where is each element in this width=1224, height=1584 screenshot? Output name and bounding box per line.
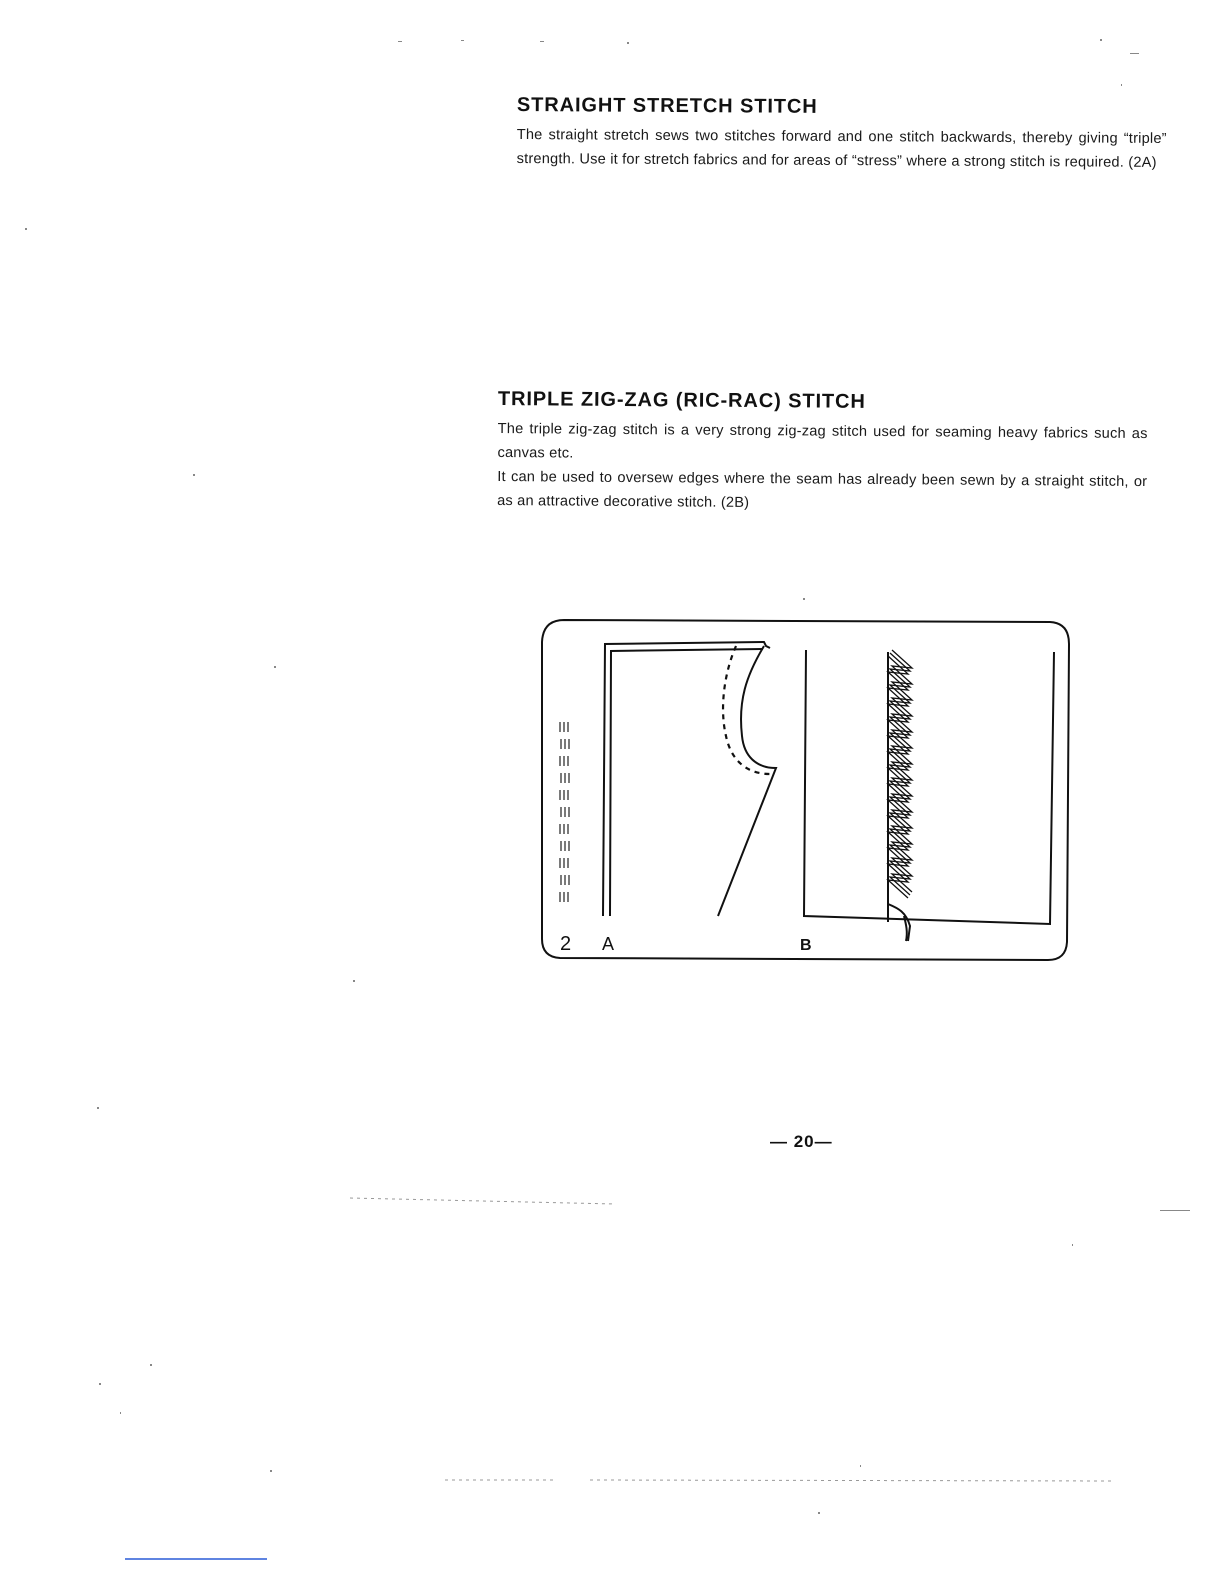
stitch-mark xyxy=(560,756,568,766)
stitch-mark xyxy=(560,858,568,868)
section-heading: STRAIGHT STRETCH STITCH xyxy=(516,94,818,118)
section-heading: TRIPLE ZIG-ZAG (RIC-RAC) STITCH xyxy=(497,388,866,413)
fabric-piece-b xyxy=(804,650,1054,941)
section-paragraph: The straight stretch sews two stitches forward and one stitch backwards, thereby giving “triple” strength. Use it for stretch fabrics and for areas of “stress” where a strong stitch is required. (2A) xyxy=(516,126,1167,171)
stitch-mark xyxy=(561,739,569,749)
straight-stretch-section xyxy=(517,94,1167,175)
figure-number: 2 xyxy=(560,933,572,955)
fabric-piece-a xyxy=(603,642,776,916)
page-number: — 20— xyxy=(770,1132,833,1151)
figure-label-b: B xyxy=(800,937,812,954)
section-paragraph: It can be used to oversew edges where the seam has already been sewn by a straight stitch, or as an attractive decorative stitch. (2B) xyxy=(497,468,1148,511)
ric-rac-zigzag xyxy=(888,650,912,898)
stitch-mark xyxy=(561,841,569,851)
stitch-mark xyxy=(560,722,568,732)
stitch-illustration xyxy=(538,616,1074,966)
stitch-mark xyxy=(560,892,568,902)
stitch-mark xyxy=(561,773,569,783)
section-paragraph: The triple zig-zag stitch is a very strong zig-zag stitch used for seaming heavy fabrics such as canvas etc. xyxy=(497,420,1148,462)
straight-stretch-stitch-marks xyxy=(560,722,569,902)
stitch-mark xyxy=(560,824,568,834)
stitch-mark xyxy=(560,790,568,800)
stitch-mark xyxy=(561,875,569,885)
figure-label-a: A xyxy=(602,934,615,954)
stitch-illustration-figure xyxy=(538,616,1074,966)
stitch-mark xyxy=(561,807,569,817)
triple-zigzag-section xyxy=(497,388,1148,518)
